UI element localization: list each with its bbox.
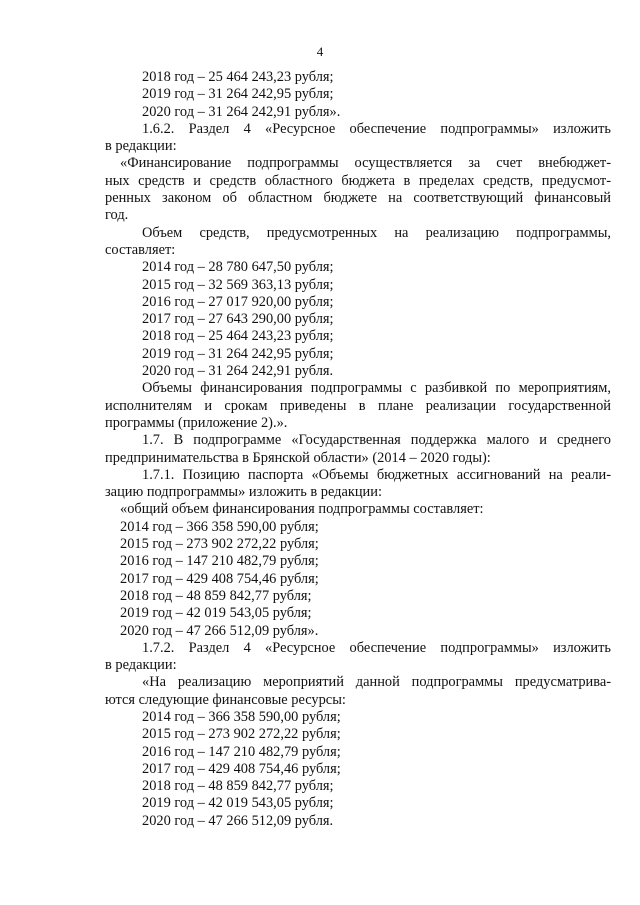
- text-line: 2018 год – 48 859 842,77 рубля;: [142, 778, 334, 795]
- text-line: 2020 год – 31 264 242,91 рубля.: [142, 363, 334, 380]
- text-line: 2018 год – 25 464 243,23 рубля;: [142, 69, 334, 85]
- text-line: 2014 год – 366 358 590,00 рубля;: [120, 518, 319, 535]
- text-line: 2016 год – 27 017 920,00 рубля;: [142, 293, 334, 310]
- page-number: 4: [316, 44, 324, 59]
- text-line: 2020 год – 47 266 512,09 рубля».: [120, 622, 319, 639]
- text-line: 2014 год – 366 358 590,00 рубля;: [142, 708, 341, 725]
- text-line: «Финансирование подпрограммы осуществляется за счет внебюджет-: [120, 155, 611, 172]
- text-line: «На реализацию мероприятий данной подпрограммы предусматрива-: [142, 674, 611, 691]
- text-line: 2017 год – 429 408 754,46 рубля;: [142, 760, 341, 777]
- text-line: 2015 год – 273 902 272,22 рубля;: [142, 726, 341, 743]
- text-line: 2018 год – 25 464 243,23 рубля;: [142, 328, 334, 345]
- text-line: 2020 год – 31 264 242,91 рубля».: [142, 103, 341, 120]
- text-line: 2015 год – 273 902 272,22 рубля;: [120, 536, 319, 553]
- text-line: ются следующие финансовые ресурсы:: [105, 691, 346, 708]
- text-line: в редакции:: [105, 138, 177, 155]
- text-line: 1.7.2. Раздел 4 «Ресурсное обеспечение подпрограммы» изложить: [142, 639, 611, 656]
- text-line: 1.7. В подпрограмме «Государственная поддержка малого и среднего: [142, 432, 611, 449]
- text-line: предпринимательства в Брянской области» (2014 – 2020 годы):: [105, 449, 491, 466]
- text-line: 2018 год – 48 859 842,77 рубля;: [120, 587, 312, 604]
- text-line: исполнителям и срокам приведены в плане реализации государственной: [105, 397, 611, 414]
- text-line: 2016 год – 147 210 482,79 рубля;: [142, 743, 341, 760]
- text-line: 2016 год – 147 210 482,79 рубля;: [120, 553, 319, 570]
- text-line: 2019 год – 31 264 242,95 рубля;: [142, 86, 334, 103]
- text-line: «общий объем финансирования подпрограммы составляет:: [120, 501, 484, 518]
- text-line: 2019 год – 42 019 543,05 рубля;: [142, 795, 334, 812]
- text-line: ных средств и средств областного бюджета в пределах средств, предусмот-: [105, 172, 611, 189]
- text-line: 1.7.1. Позицию паспорта «Объемы бюджетных ассигнований на реали-: [142, 466, 611, 483]
- text-line: Объемы финансирования подпрограммы с разбивкой по мероприятиям,: [142, 380, 611, 397]
- text-line: зацию подпрограммы» изложить в редакции:: [105, 484, 382, 501]
- text-line: программы (приложение 2).».: [105, 414, 288, 431]
- text-line: ренных законом об областном бюджете на соответствующий финансовый: [105, 190, 611, 207]
- text-line: год.: [105, 207, 129, 224]
- text-line: 2019 год – 31 264 242,95 рубля;: [142, 345, 334, 362]
- text-line: в редакции:: [105, 657, 177, 674]
- document-body: [105, 69, 611, 830]
- text-line: составляет:: [105, 241, 176, 258]
- text-line: 2017 год – 27 643 290,00 рубля;: [142, 311, 334, 328]
- text-line: 2015 год – 32 569 363,13 рубля;: [142, 276, 334, 293]
- text-line: Объем средств, предусмотренных на реализацию подпрограммы,: [142, 224, 611, 241]
- text-line: 2014 год – 28 780 647,50 рубля;: [142, 259, 334, 276]
- text-line: 1.6.2. Раздел 4 «Ресурсное обеспечение подпрограммы» изложить: [142, 120, 611, 137]
- text-line: 2019 год – 42 019 543,05 рубля;: [120, 605, 312, 622]
- text-line: 2020 год – 47 266 512,09 рубля.: [142, 812, 334, 829]
- text-line: 2017 год – 429 408 754,46 рубля;: [120, 570, 319, 587]
